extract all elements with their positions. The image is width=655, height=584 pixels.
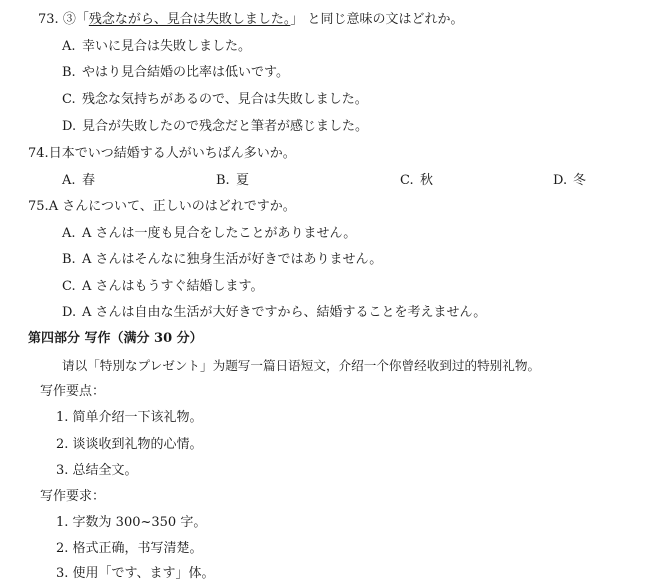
- requirement-item: 3. 使用「です、ます」体。: [56, 566, 215, 581]
- section-title: 第四部分 写作（满分 30 分）: [28, 331, 203, 346]
- question-74-stem: [28, 145, 296, 163]
- option-a: [62, 38, 251, 56]
- option-letter: D.: [553, 173, 568, 188]
- option-a: [62, 225, 356, 243]
- point-item: 1. 简单介绍一下该礼物。: [56, 410, 203, 425]
- quoted-sentence: 残念ながら、見合は失敗しました。: [88, 12, 291, 27]
- option-c: [400, 172, 433, 190]
- requirement-item: 1. 字数为 300~350 字。: [56, 515, 207, 530]
- option-b: [216, 172, 249, 190]
- option-b: [62, 64, 289, 82]
- option-text: 残念な気持ちがあるので、見合は失敗しました。: [82, 92, 368, 107]
- question-stem-text: A さんについて、正しいのはどれですか。: [48, 199, 296, 214]
- option-letter: B.: [216, 173, 230, 188]
- option-letter: A.: [62, 173, 76, 188]
- option-letter: C.: [62, 92, 76, 107]
- option-b: [62, 251, 382, 269]
- point-item: 2. 谈谈收到礼物的心情。: [56, 437, 203, 452]
- section-instruction: 请以「特別なプレゼント」为题写一篇日语短文，介绍一个你曾经收到过的特别礼物。: [62, 358, 541, 373]
- points-heading: 写作要点：: [40, 384, 106, 399]
- point-item: 3. 总结全文。: [56, 463, 138, 478]
- requirements-heading: 写作要求：: [40, 489, 106, 504]
- option-text: 冬: [573, 173, 587, 188]
- option-text: A さんは自由な生活が大好きですから、結婚することを考えません。: [82, 305, 487, 320]
- option-a: [62, 172, 95, 190]
- option-text: 春: [82, 173, 96, 188]
- option-d: [553, 172, 586, 190]
- quote-close: 」: [290, 12, 304, 27]
- option-text: A さんはそんなに独身生活が好きではありません。: [82, 252, 383, 267]
- option-text: 夏: [236, 173, 250, 188]
- option-c: [62, 278, 263, 296]
- question-75-stem: [28, 198, 296, 216]
- option-text: やはり見合結婚の比率は低いです。: [82, 65, 289, 80]
- option-letter: C.: [400, 173, 414, 188]
- requirement-item: 2. 格式正确，书写清楚。: [56, 541, 203, 556]
- option-letter: D.: [62, 305, 77, 320]
- question-stem-text: 日本でいつ結婚する人がいちばん多いか。: [48, 146, 296, 161]
- option-letter: A.: [62, 39, 76, 54]
- option-d: [62, 118, 368, 136]
- option-letter: B.: [62, 65, 76, 80]
- option-text: 見合が失敗したので残念だと筆者が感じました。: [82, 119, 369, 134]
- question-number: 75.: [28, 199, 49, 214]
- option-text: 幸いに見合は失敗しました。: [82, 39, 252, 54]
- option-text: A さんは一度も見合をしたことがありません。: [82, 226, 357, 241]
- option-text: A さんはもうすぐ結婚します。: [82, 279, 264, 294]
- question-number: 74.: [28, 146, 49, 161]
- option-letter: C.: [62, 279, 76, 294]
- quote-open: 「: [75, 12, 89, 27]
- option-letter: A.: [62, 226, 76, 241]
- circled-marker: ③: [62, 12, 76, 27]
- option-c: [62, 91, 368, 109]
- option-text: 秋: [420, 173, 434, 188]
- option-letter: B.: [62, 252, 76, 267]
- question-stem-text: と同じ意味の文はどれか。: [307, 12, 464, 27]
- option-d: [62, 304, 486, 322]
- question-number: 73.: [38, 12, 59, 27]
- question-73-stem: [38, 11, 464, 29]
- question-74-options: [0, 172, 655, 190]
- option-letter: D.: [62, 119, 77, 134]
